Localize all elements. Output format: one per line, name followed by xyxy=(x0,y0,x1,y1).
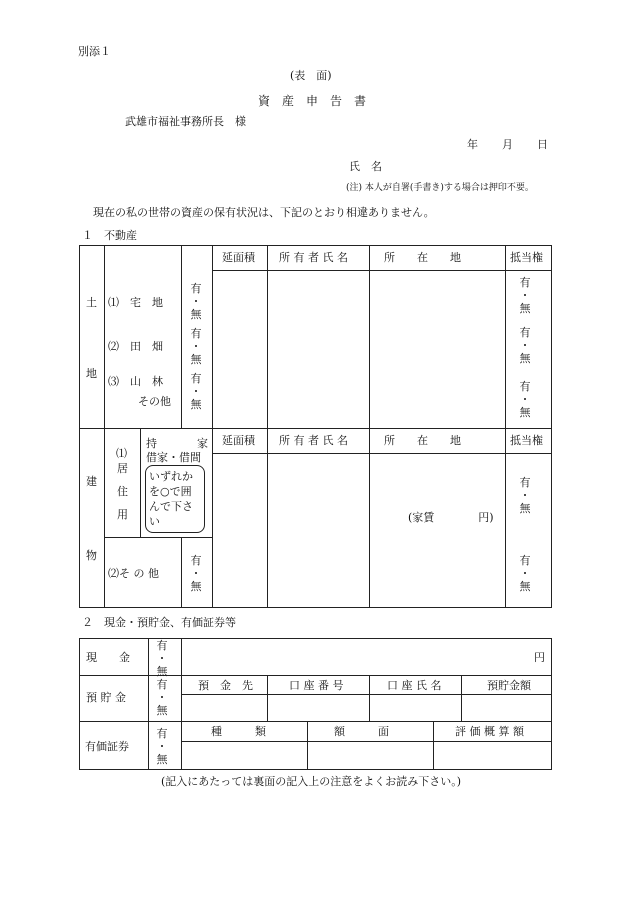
col-account-name: 口 座 氏 名 xyxy=(387,679,442,692)
no-option[interactable]: 無 xyxy=(519,406,531,419)
no-option[interactable]: 無 xyxy=(156,704,168,717)
land-label-top: 土 xyxy=(86,296,97,309)
building-mortgage-2-yesno[interactable] xyxy=(518,554,532,593)
separator-dot: ・ xyxy=(519,289,531,302)
circle-note-line-2: を○で囲 xyxy=(149,485,192,498)
separator-dot: ・ xyxy=(190,385,202,398)
col-estimated-value: 評 価 概 算 額 xyxy=(455,725,524,738)
form-title: 資 産 申 告 書 xyxy=(258,94,367,108)
land-label-bottom: 地 xyxy=(86,367,97,380)
no-option[interactable]: 無 xyxy=(190,353,202,366)
applicant-name-label: 氏 名 xyxy=(349,160,382,173)
yes-option[interactable]: 有 xyxy=(190,372,202,385)
securities-yesno[interactable] xyxy=(155,727,169,766)
cash-label: 現 金 xyxy=(86,651,130,664)
circle-note-line-4: い xyxy=(149,515,160,528)
land-mortgage-2-yesno[interactable] xyxy=(518,326,532,365)
col-savings-amount: 預貯金額 xyxy=(487,679,531,692)
residence-char-1: 居 xyxy=(117,462,128,475)
land-residential-yesno[interactable] xyxy=(189,282,203,321)
no-option[interactable]: 無 xyxy=(519,302,531,315)
separator-dot: ・ xyxy=(519,489,531,502)
land-forest-yesno[interactable] xyxy=(189,372,203,411)
securities-label: 有価証券 xyxy=(85,740,129,753)
separator-dot: ・ xyxy=(190,295,202,308)
yes-option[interactable]: 有 xyxy=(519,326,531,339)
no-option[interactable]: 無 xyxy=(190,308,202,321)
yes-option[interactable]: 有 xyxy=(519,476,531,489)
savings-yesno[interactable] xyxy=(155,678,169,717)
circle-instruction-box xyxy=(145,465,205,533)
rent-amount: (家賃 円) xyxy=(408,511,494,524)
owned-house-char-2: 家 xyxy=(197,437,208,450)
land-mortgage-3-yesno[interactable] xyxy=(518,380,532,419)
no-option[interactable]: 無 xyxy=(519,580,531,593)
land-farmland-yesno[interactable] xyxy=(189,327,203,366)
land-mortgage-1-yesno[interactable] xyxy=(518,276,532,315)
addressee: 武雄市福祉事務所長 様 xyxy=(125,115,246,128)
building-label-bottom: 物 xyxy=(86,549,97,562)
building-mortgage-1-yesno[interactable] xyxy=(518,476,532,515)
residence-char-3: 用 xyxy=(117,508,128,521)
col-bank: 預 金 先 xyxy=(198,679,253,692)
yes-option[interactable]: 有 xyxy=(519,554,531,567)
col-location: 所 在 地 xyxy=(384,251,461,264)
land-residential: ⑴ 宅 地 xyxy=(108,296,163,309)
col-security-type: 種 類 xyxy=(211,725,266,738)
savings-label: 預 貯 金 xyxy=(86,691,126,704)
yes-option[interactable]: 有 xyxy=(519,380,531,393)
yes-option[interactable]: 有 xyxy=(190,282,202,295)
separator-dot: ・ xyxy=(156,652,168,665)
date-year: 年 xyxy=(467,138,478,151)
residence-char-2: 住 xyxy=(117,485,128,498)
col-owner-name: 所 有 者 氏 名 xyxy=(279,251,348,264)
date-day: 日 xyxy=(537,138,548,151)
cash-yesno[interactable] xyxy=(155,639,169,678)
footer-note: (記入にあたっては裏面の記入上の注意をよくお読み下さい。) xyxy=(161,775,462,788)
land-other: その他 xyxy=(138,395,171,408)
building-col-owner-name: 所 有 者 氏 名 xyxy=(279,434,348,447)
no-option[interactable]: 無 xyxy=(156,753,168,766)
building-col-mortgage: 抵当権 xyxy=(510,434,543,447)
col-mortgage: 抵当権 xyxy=(510,251,543,264)
no-option[interactable]: 無 xyxy=(190,398,202,411)
building-col-floor-area: 延面積 xyxy=(222,434,255,447)
section-cash-heading: ２ 現金・預貯金、有価証券等 xyxy=(82,616,236,629)
building-label-top: 建 xyxy=(86,475,97,488)
attachment-label: 別添１ xyxy=(78,45,111,58)
separator-dot: ・ xyxy=(156,740,168,753)
date-month: 月 xyxy=(502,138,513,151)
declaration-statement: 現在の私の世帯の資産の保有状況は、下記のとおり相違ありません。 xyxy=(93,206,435,219)
separator-dot: ・ xyxy=(519,393,531,406)
yes-option[interactable]: 有 xyxy=(156,727,168,740)
residence-number: ⑴ xyxy=(116,447,127,460)
separator-dot: ・ xyxy=(156,691,168,704)
land-farmland: ⑵ 田 畑 xyxy=(108,340,163,353)
seal-note: (注) 本人が自署(手書き)する場合は押印不要。 xyxy=(346,183,534,193)
separator-dot: ・ xyxy=(519,567,531,580)
circle-note-line-1: いずれか xyxy=(149,470,193,483)
circle-note-line-3: んで下さ xyxy=(149,500,193,513)
no-option[interactable]: 無 xyxy=(156,665,168,678)
col-floor-area: 延面積 xyxy=(222,251,255,264)
cash-unit: 円 xyxy=(534,651,545,664)
col-face-value: 額 面 xyxy=(334,725,389,738)
building-col-location: 所 在 地 xyxy=(384,434,461,447)
yes-option[interactable]: 有 xyxy=(190,327,202,340)
yes-option[interactable]: 有 xyxy=(519,276,531,289)
yes-option[interactable]: 有 xyxy=(156,639,168,652)
separator-dot: ・ xyxy=(190,340,202,353)
yes-option[interactable]: 有 xyxy=(156,678,168,691)
owned-house-char-1: 持 xyxy=(146,437,157,450)
no-option[interactable]: 無 xyxy=(519,352,531,365)
separator-dot: ・ xyxy=(519,339,531,352)
land-forest: ⑶ 山 林 xyxy=(108,375,163,388)
building-other: ⑵そ の 他 xyxy=(108,567,159,580)
col-account-number: 口 座 番 号 xyxy=(289,679,344,692)
no-option[interactable]: 無 xyxy=(519,502,531,515)
yes-option[interactable]: 有 xyxy=(190,554,202,567)
separator-dot: ・ xyxy=(190,567,202,580)
rented-house: 借家・借間 xyxy=(146,451,201,464)
no-option[interactable]: 無 xyxy=(190,580,202,593)
building-other-yesno[interactable] xyxy=(189,554,203,593)
form-side: (表 面) xyxy=(290,69,332,82)
section-real-estate-heading: １ 不動産 xyxy=(82,229,137,242)
